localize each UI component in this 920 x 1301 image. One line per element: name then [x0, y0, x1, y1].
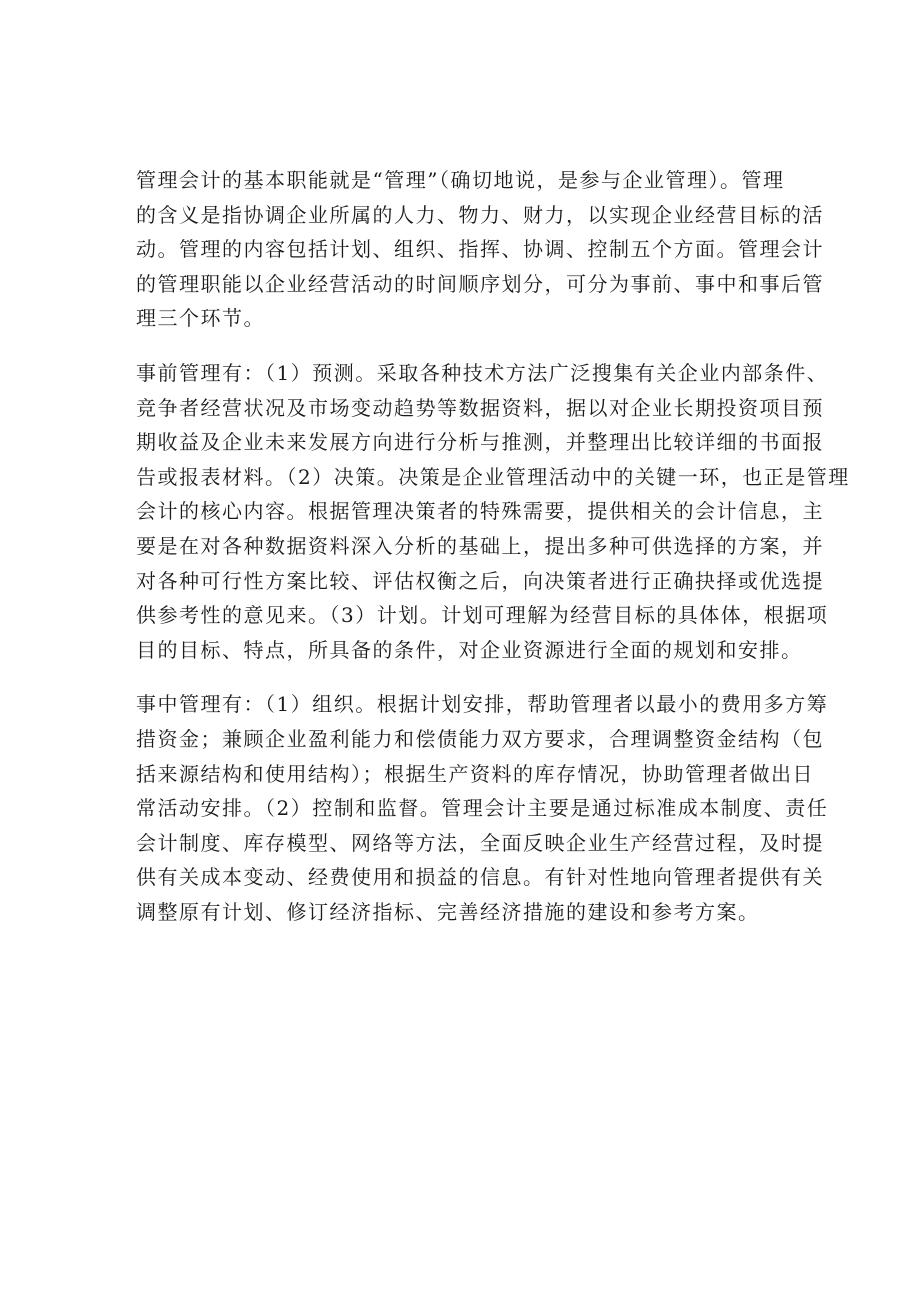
text-line: 管理会计的基本职能就是“管理”（确切地说，是参与企业管理）。管理 [136, 168, 785, 192]
text-line: 事前管理有：（1）预测。采取各种技术方法广泛搜集有关企业内部条件、 [136, 360, 829, 385]
text-line: 供有关成本变动、经费使用和损益的信息。有针对性地向管理者提供有关 [136, 865, 824, 890]
document-body [136, 163, 850, 949]
text-line: 对各种可行性方案比较、评估权衡之后，向决策者进行正确抉择或优选提 [136, 568, 824, 593]
text-line: 会计的核心内容。根据管理决策者的特殊需要，提供相关的会计信息，主 [136, 499, 824, 524]
text-line: 理三个环节。 [136, 306, 265, 331]
text-line: 的管理职能以企业经营活动的时间顺序划分，可分为事前、事中和事后管 [136, 271, 824, 296]
text-line: 常活动安排。（2）控制和监督。管理会计主要是通过标准成本制度、责任 [136, 796, 829, 821]
text-line: 括来源结构和使用结构）；根据生产资料的库存情况，协助管理者做出日 [136, 761, 814, 786]
text-line: 竞争者经营状况及市场变动趋势等数据资料，据以对企业长期投资项目预 [136, 395, 824, 420]
text-line: 的含义是指协调企业所属的人力、物力、财力，以实现企业经营目标的活 [136, 202, 824, 227]
text-line: 事中管理有：（1）组织。根据计划安排，帮助管理者以最小的费用多方筹 [136, 692, 829, 717]
paragraph-management-functions [136, 163, 824, 336]
text-line: 措资金；兼顾企业盈利能力和偿债能力双方要求，合理调整资金结构（包 [136, 726, 824, 751]
text-line: 期收益及企业未来发展方向进行分析与推测，并整理出比较详细的书面报 [136, 430, 824, 455]
text-line: 目的目标、特点，所具备的条件，对企业资源进行全面的规划和安排。 [136, 637, 803, 662]
text-line: 动。管理的内容包括计划、组织、指挥、协调、控制五个方面。管理会计 [136, 237, 824, 262]
text-line: 告或报表材料。（2）决策。决策是企业管理活动中的关键一环，也正是管理 [136, 464, 850, 489]
text-line: 供参考性的意见来。（3）计划。计划可理解为经营目标的具体体，根据项 [136, 603, 829, 628]
text-line: 调整原有计划、修订经济指标、完善经济措施的建设和参考方案。 [136, 899, 760, 924]
text-line: 要是在对各种数据资料深入分析的基础上，提出多种可供选择的方案，并 [136, 533, 824, 558]
text-line: 会计制度、库存模型、网络等方法，全面反映企业生产经营过程，及时提 [136, 830, 824, 855]
paragraph-in-process-management [136, 687, 829, 929]
paragraph-pre-management [136, 356, 850, 667]
